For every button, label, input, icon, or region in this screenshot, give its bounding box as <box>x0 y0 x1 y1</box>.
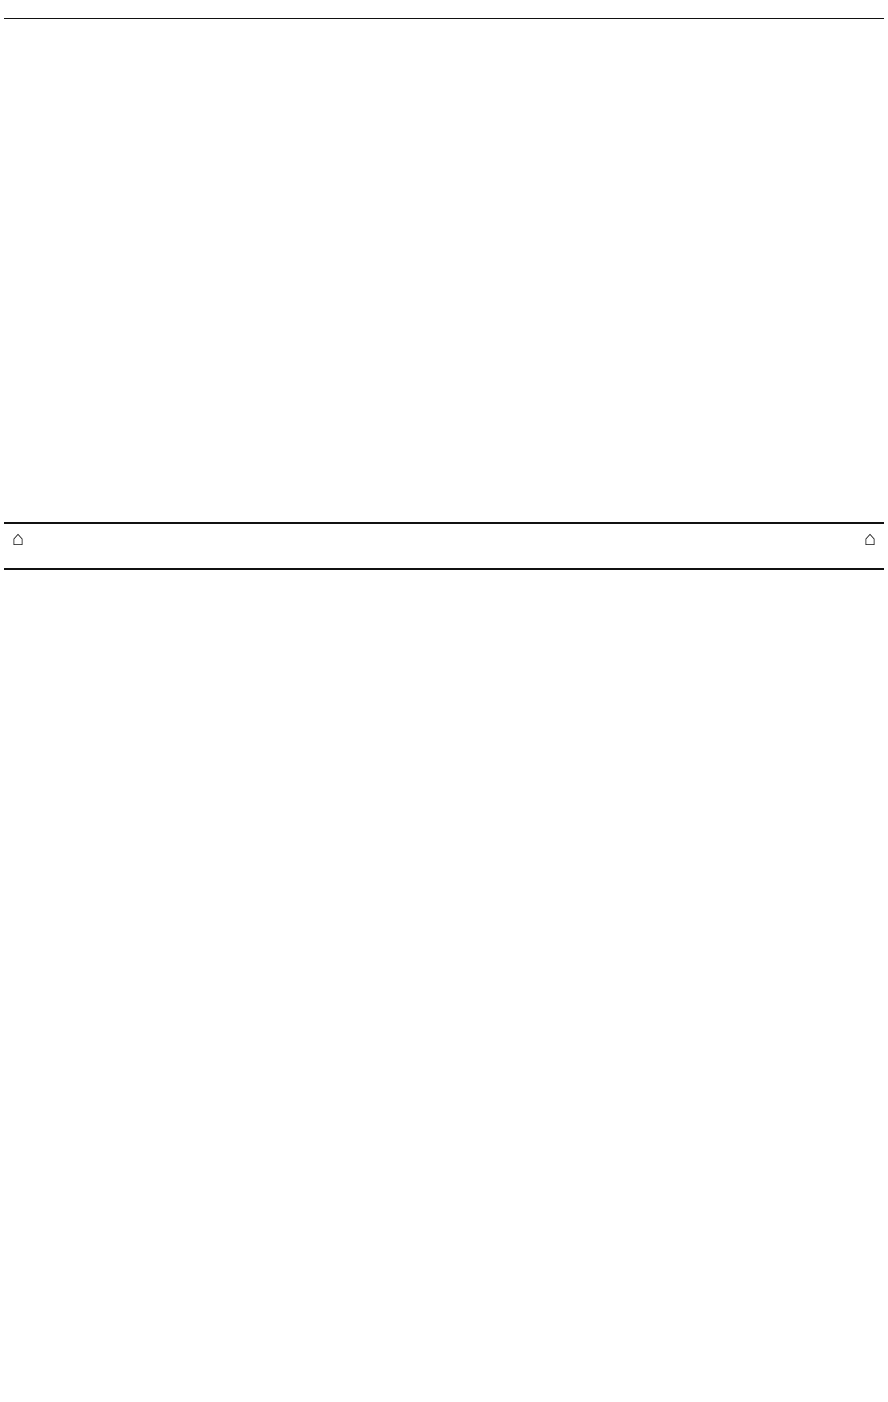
home-service-guide-banner <box>4 522 884 570</box>
house-icon: ⌂ <box>863 528 876 550</box>
classified-columns <box>4 18 884 521</box>
house-icon: ⌂ <box>12 528 25 550</box>
masthead <box>4 4 884 18</box>
service-guide-columns <box>4 570 884 1396</box>
